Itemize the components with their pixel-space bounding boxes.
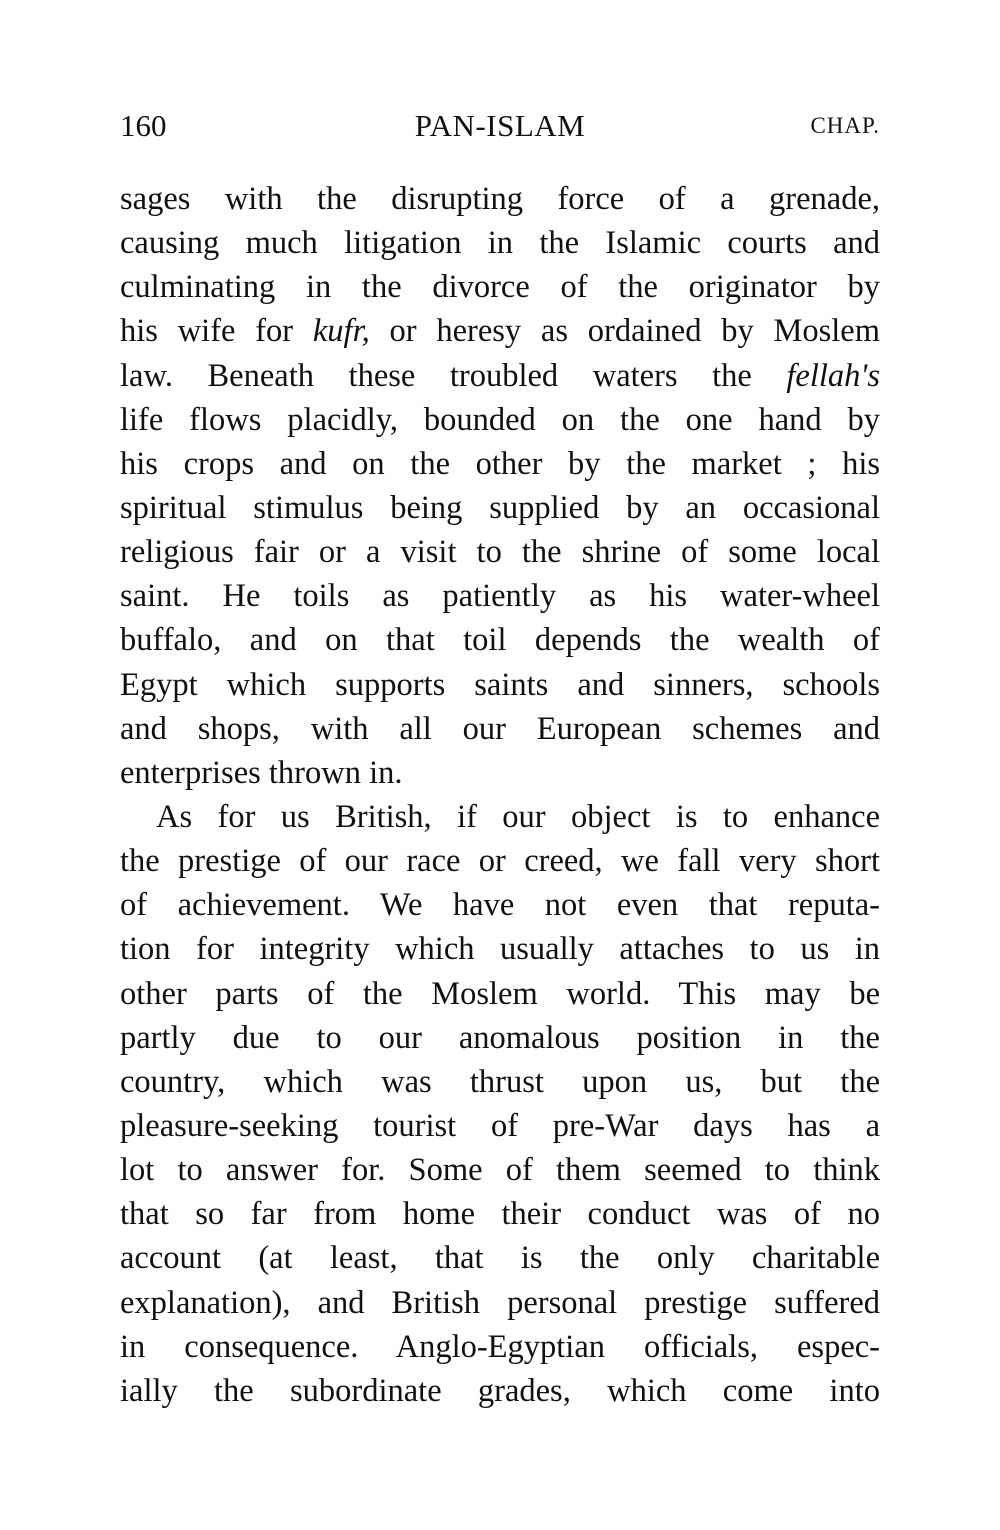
page-number: 160 [120,108,167,143]
text-line [120,265,880,309]
line-text: pleasure-seeking tourist of pre-War days has a [120,1107,880,1144]
line-text: lot to answer for. Some of them seemed to think [120,1152,880,1189]
text-line [120,1060,880,1104]
line-text: Egypt which supports saints and sinners, schools [120,666,880,703]
line-text: other parts of the Moslem world. This may be [120,975,880,1012]
running-header [120,108,880,152]
line-text: As for us British, if our object is to enhance [156,798,880,835]
line-text: spiritual stimulus being supplied by an occasional [120,489,880,526]
line-text: his crops and on the other by the market ; his [120,445,880,482]
line-text: and shops, with all our European schemes and [120,710,880,747]
text-line [120,442,880,486]
line-text: sages with the disrupting force of a grenade, [120,181,880,217]
text-line [120,1281,880,1325]
line-text: tion for integrity which usually attaches to us in [120,931,880,968]
text-line [120,663,880,707]
text-line [120,486,880,530]
text-line [120,530,880,574]
text-line [120,1325,880,1369]
line-text: life flows placidly, bounded on the one hand by [120,401,880,438]
line-text: enterprises thrown in. [120,754,403,791]
text-line [120,221,880,265]
text-line [120,1369,880,1413]
line-text: country, which was thrust upon us, but the [120,1063,880,1100]
text-line [120,574,880,618]
page-body-text [120,177,880,1413]
text-line [120,839,880,883]
running-title: PAN-ISLAM [414,108,586,143]
text-line [120,1192,880,1236]
text-line [120,972,880,1016]
text-line [120,354,880,398]
line-text: that so far from home their conduct was of no [120,1196,880,1233]
text-line [120,398,880,442]
text-line [120,751,880,795]
line-text: causing much litigation in the Islamic courts and [120,225,880,262]
line-text: culminating in the divorce of the originator by [120,269,880,306]
line-text: account (at least, that is the only charitable [120,1240,880,1277]
text-line [120,883,880,927]
chapter-label: CHAP. [810,113,880,138]
text-line [120,927,880,971]
line-text: of achievement. We have not even that reputa- [120,887,880,924]
line-text: explanation), and British personal prestige suffered [120,1284,880,1321]
text-line [120,1016,880,1060]
line-text: buffalo, and on that toil depends the wealth of [120,622,880,659]
text-line [120,1148,880,1192]
text-line [120,177,880,221]
line-text: law. Beneath these troubled waters the [120,357,787,394]
text-line [120,795,880,839]
line-text: saint. He toils as patiently as his water-wheel [120,578,880,615]
line-text: his wife for [120,313,313,350]
line-text: ially the subordinate grades, which come into [120,1372,880,1409]
line-text: religious fair or a visit to the shrine of some local [120,534,880,571]
text-line [120,1236,880,1280]
line-text: or heresy as ordained by Moslem [369,313,880,350]
italic-term: kufr, [312,313,370,350]
line-text: partly due to our anomalous position in the [120,1019,880,1056]
italic-term: fellah's [786,357,880,394]
text-line [120,1104,880,1148]
text-line [120,309,880,353]
text-line [120,618,880,662]
line-text: the prestige of our race or creed, we fall very short [120,843,880,880]
text-line [120,707,880,751]
line-text: in consequence. Anglo-Egyptian officials, espec- [120,1328,880,1365]
